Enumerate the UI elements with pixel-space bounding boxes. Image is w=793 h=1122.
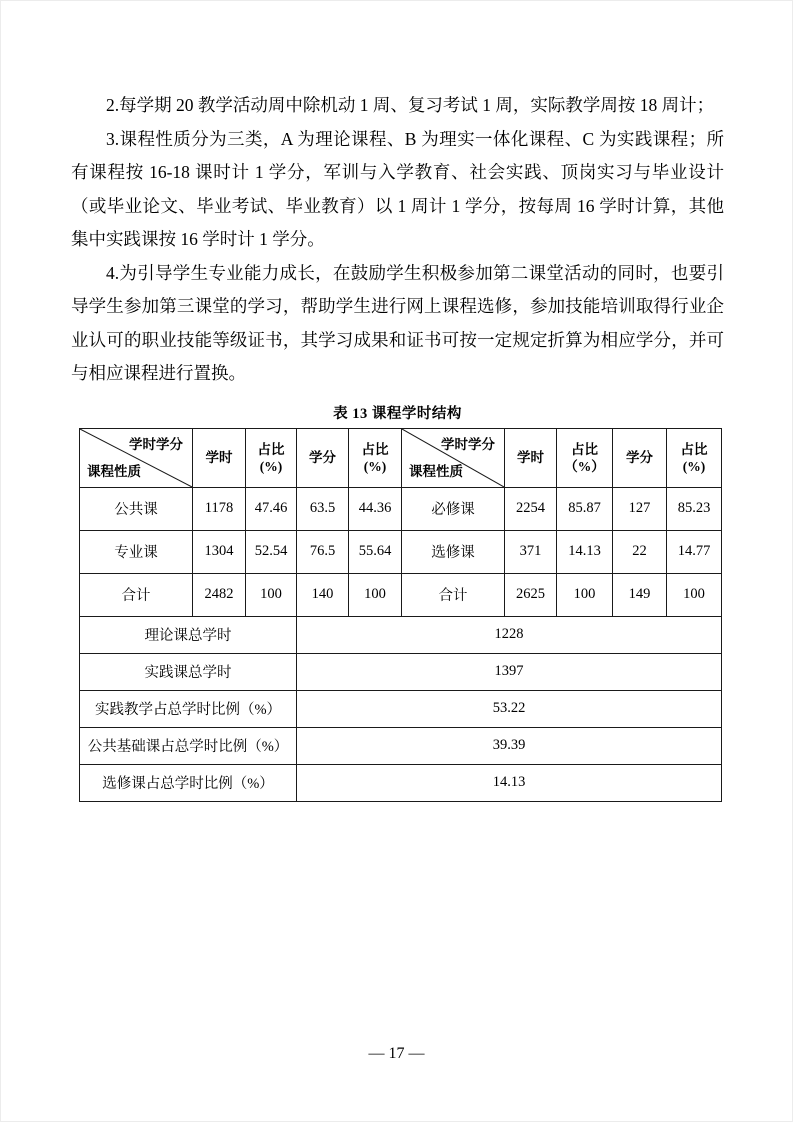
course-hours-table <box>79 428 722 802</box>
summary-label: 公共基础课占总学时比例（%） <box>80 727 297 764</box>
table-cell: 149 <box>613 573 667 616</box>
header-label: 学时 <box>517 450 544 465</box>
table-cell: 55.64 <box>349 530 402 573</box>
table-cell: 合计 <box>80 573 193 616</box>
diag-label-course-nature: 课程性质 <box>409 463 463 479</box>
table-cell: 14.13 <box>557 530 613 573</box>
paragraph-2: 2.每学期 20 教学活动周中除机动 1 周、复习考试 1 周，实际教学周按 18 周计； <box>106 95 715 115</box>
table-cell: 47.46 <box>246 487 297 530</box>
paragraph-4: 4.为引导学生专业能力成长，在鼓励学生积极参加第二课堂活动的同时，也要引导学生参加第三课堂的学习，帮助学生进行网上课程选修，参加技能培训取得行业企业认可的职业技能等级证书，其学习成果和证书可按一定规定折算为相应学分，并可与相应课程进行置换。 <box>71 262 724 383</box>
table-cell: 52.54 <box>246 530 297 573</box>
diagonal-header-cell <box>80 428 193 487</box>
summary-value: 39.39 <box>297 727 722 764</box>
table-cell: 100 <box>667 573 722 616</box>
diag-label-hours-credits: 学时学分 <box>441 436 495 452</box>
summary-value: 14.13 <box>297 764 722 801</box>
header-cell-ratio <box>557 428 613 487</box>
table-cell: 14.77 <box>667 530 722 573</box>
diag-label-course-nature: 课程性质 <box>87 463 141 479</box>
header-cell-ratio <box>667 428 722 487</box>
summary-label: 实践教学占总学时比例（%） <box>80 690 297 727</box>
header-sub: (%) <box>682 458 706 474</box>
table-cell: 100 <box>246 573 297 616</box>
header-sub: （%） <box>564 458 605 474</box>
table-cell: 85.87 <box>557 487 613 530</box>
table-cell: 85.23 <box>667 487 722 530</box>
header-cell-credits <box>613 428 667 487</box>
table-cell: 63.5 <box>297 487 349 530</box>
table-cell: 选修课 <box>402 530 505 573</box>
table-cell: 2482 <box>193 573 246 616</box>
table-cell: 100 <box>349 573 402 616</box>
table-cell: 2625 <box>505 573 557 616</box>
header-label: 占比 <box>680 441 708 457</box>
paragraph-3: 3.课程性质分为三类，A 为理论课程、B 为理实一体化课程、C 为实践课程；所有课程按 16-18 课时计 1 学分，军训与入学教育、社会实践、顶岗实习与毕业设计（或毕业论文、毕业考试、毕业教育）以 1 周计 1 学分，按每周 16 学时计算，其他集中实践课按 16 学时计 1 学分。 <box>71 128 724 249</box>
header-sub: (%) <box>363 458 387 474</box>
summary-value: 53.22 <box>297 690 722 727</box>
header-label: 占比 <box>571 441 598 457</box>
table-cell: 1304 <box>193 530 246 573</box>
page-footer <box>1 1045 792 1063</box>
table-cell: 140 <box>297 573 349 616</box>
table-cell: 必修课 <box>402 487 505 530</box>
diagonal-header-cell <box>402 428 505 487</box>
summary-label: 选修课占总学时比例（%） <box>80 764 297 801</box>
header-label: 学分 <box>309 450 336 465</box>
table-cell: 100 <box>557 573 613 616</box>
table-cell: 371 <box>505 530 557 573</box>
table-cell: 合计 <box>402 573 505 616</box>
summary-row-public-basic-ratio <box>80 727 722 764</box>
table-cell: 76.5 <box>297 530 349 573</box>
header-cell-ratio <box>246 428 297 487</box>
table-cell: 127 <box>613 487 667 530</box>
summary-value: 1228 <box>297 616 722 653</box>
summary-value: 1397 <box>297 653 722 690</box>
table-header-row <box>80 428 722 487</box>
table-cell: 公共课 <box>80 487 193 530</box>
header-label: 占比 <box>361 441 389 457</box>
header-label: 占比 <box>257 441 285 457</box>
page-content <box>1 1 792 802</box>
table-cell: 1178 <box>193 487 246 530</box>
summary-row-practice-hours <box>80 653 722 690</box>
table-row-public-required <box>80 487 722 530</box>
summary-row-theory-hours <box>80 616 722 653</box>
header-cell-hours <box>193 428 246 487</box>
header-sub: (%) <box>259 458 283 474</box>
summary-row-elective-ratio <box>80 764 722 801</box>
header-label: 学时 <box>205 450 233 465</box>
summary-row-practice-ratio <box>80 690 722 727</box>
page-number: — 17 — <box>368 1045 425 1062</box>
summary-label: 理论课总学时 <box>80 616 297 653</box>
table-cell: 44.36 <box>349 487 402 530</box>
summary-label: 实践课总学时 <box>80 653 297 690</box>
table-cell: 专业课 <box>80 530 193 573</box>
table-cell: 2254 <box>505 487 557 530</box>
header-cell-ratio <box>349 428 402 487</box>
table-cell: 22 <box>613 530 667 573</box>
table-title: 表 13 课程学时结构 <box>333 405 462 422</box>
diag-label-hours-credits: 学时学分 <box>129 436 183 452</box>
header-cell-hours <box>505 428 557 487</box>
header-label: 学分 <box>626 450 653 465</box>
table-row-totals <box>80 573 722 616</box>
header-cell-credits <box>297 428 349 487</box>
table-row-major-elective <box>80 530 722 573</box>
